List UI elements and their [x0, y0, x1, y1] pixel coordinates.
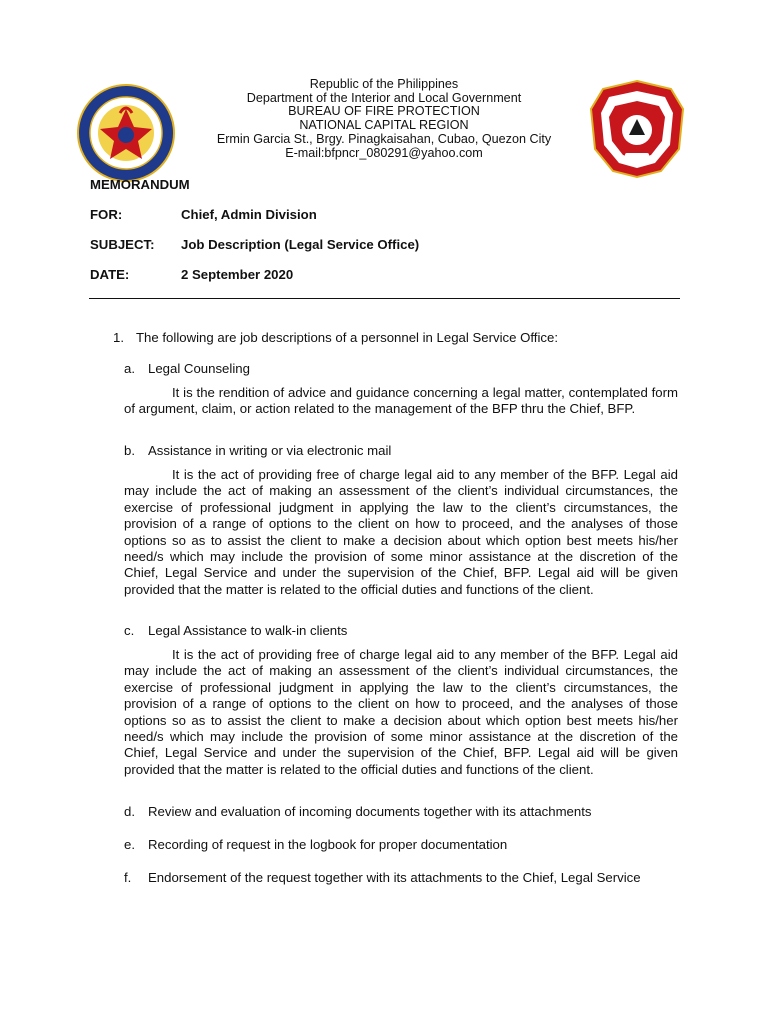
item-e-letter: e. — [124, 837, 135, 852]
item-c-paragraph-text: It is the act of providing free of charge legal aid to any member of the BFP. Legal aid may include the act of making an assessment of the client’s individual circumstances, the exercise of professional judgment in applying the law to the client’s circumstances, the provision of a range of options to the client on how to proceed, and the analyses of those options so as to assist the client to make a decision about which option best meets his/her need/s which may include the provision of some minor assistance at the discretion of the Chief, Legal Service and under the supervision of the Chief, BFP. Legal aid will be given provided that the matter is related to the official duties and functions of the client. — [124, 647, 678, 777]
header-department: Department of the Interior and Local Government — [246, 90, 522, 105]
item-b-paragraph — [124, 467, 678, 598]
item-d-letter: d. — [124, 804, 135, 819]
for-value: Chief, Admin Division — [181, 207, 317, 222]
header-republic: Republic of the Philippines — [309, 77, 459, 91]
item-e-title: Recording of request in the logbook for proper documentation — [148, 837, 508, 852]
item-d-title: Review and evaluation of incoming documents together with its attachments — [148, 804, 592, 819]
intro-text: The following are job descriptions of a personnel in Legal Service Office: — [136, 330, 558, 345]
subject-label: SUBJECT: — [90, 237, 155, 252]
item-a-paragraph-text: It is the rendition of advice and guidance concerning a legal matter, contemplated form of argument, claim, or action related to the management of the BFP thru the Chief, BFP. — [124, 385, 678, 417]
subject-value: Job Description (Legal Service Office) — [181, 237, 420, 252]
item-b-title: Assistance in writing or via electronic mail — [148, 443, 392, 458]
date-value: 2 September 2020 — [181, 267, 294, 282]
item-f-title: Endorsement of the request together with its attachments to the Chief, Legal Service — [148, 870, 641, 885]
item-c-letter: c. — [124, 623, 135, 638]
header-region: NATIONAL CAPITAL REGION — [299, 118, 469, 133]
dilg-ncr-badge-logo — [583, 79, 691, 179]
header-divider — [89, 298, 680, 299]
item-b-letter: b. — [124, 443, 135, 458]
item-a-paragraph — [124, 385, 678, 418]
date-label: DATE: — [90, 267, 130, 282]
header-address: Ermin Garcia St., Brgy. Pinagkaisahan, Cubao, Quezon City — [216, 131, 552, 146]
intro-number: 1. — [113, 330, 124, 345]
for-label: FOR: — [90, 207, 123, 222]
item-f-letter: f. — [124, 870, 132, 885]
header-bureau: BUREAU OF FIRE PROTECTION — [288, 104, 480, 119]
letterhead — [180, 78, 588, 160]
item-c-title: Legal Assistance to walk-in clients — [148, 623, 348, 638]
item-a-letter: a. — [124, 361, 135, 376]
header-email[interactable]: E-mail:bfpncr_080291@yahoo.com — [285, 145, 483, 160]
memo-title: MEMORANDUM — [90, 177, 190, 192]
item-a-title: Legal Counseling — [148, 361, 250, 376]
bfp-seal-logo — [76, 83, 176, 183]
item-c-paragraph — [124, 647, 678, 778]
item-b-paragraph-text: It is the act of providing free of charge legal aid to any member of the BFP. Legal aid may include the act of making an assessment of the client’s individual circumstances, the exercise of professional judgment in applying the law to the client’s circumstances, the provision of a range of options to the client on how to proceed, and the analyses of those options so as to assist the client to make a decision about which option best meets his/her need/s which may include the provision of some minor assistance at the discretion of the Chief, Legal Service and under the supervision of the Chief, BFP. Legal aid will be given provided that the matter is related to the official duties and functions of the client. — [124, 467, 678, 597]
